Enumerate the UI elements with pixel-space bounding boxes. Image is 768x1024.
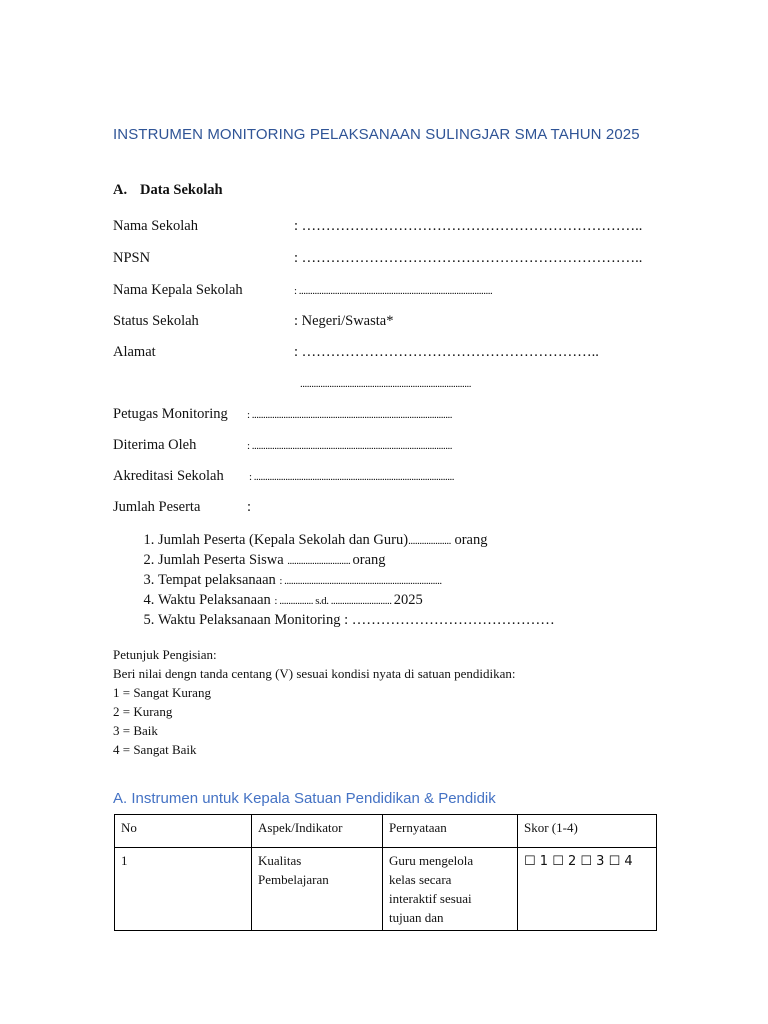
list-item: 3. Tempat pelaksanaan : ...................................................................... xyxy=(158,571,618,591)
list-item: 2. Jumlah Peserta Siswa ............................ orang xyxy=(158,551,618,571)
instrument-table xyxy=(114,814,657,931)
petunjuk-heading: Petunjuk Pengisian: xyxy=(113,647,217,662)
petunjuk-instruction: Beri nilai dengn tanda centang (V) sesuai kondisi nyata di satuan pendidikan: xyxy=(113,666,516,681)
field-label-alamat: Alamat xyxy=(113,344,156,360)
field-label-jumlah-peserta: Jumlah Peserta xyxy=(113,499,201,515)
field-value-nama-kepala: : ...................................................................................... xyxy=(294,285,493,297)
scale-item: 4 = Sangat Baik xyxy=(113,742,197,757)
cell-no: 1 xyxy=(115,848,252,931)
field-label-diterima: Diterima Oleh xyxy=(113,437,197,453)
header-pernyataan: Pernyataan xyxy=(383,815,518,848)
field-value-alamat-line2: ............................................................................ xyxy=(300,378,471,390)
cell-skor-checkboxes[interactable] xyxy=(518,848,657,931)
field-value-akreditasi: : ......................................................................................... xyxy=(249,471,455,483)
section-a-title: Data Sekolah xyxy=(140,182,223,198)
field-label-npsn: NPSN xyxy=(113,250,151,266)
scale-item: 3 = Baik xyxy=(113,723,158,738)
table-header-row xyxy=(115,815,657,848)
list-item: 4. Waktu Pelaksanaan : ............... s.d. ........................... 2025 xyxy=(158,591,618,611)
scale-item: 1 = Sangat Kurang xyxy=(113,685,211,700)
field-label-petugas: Petugas Monitoring xyxy=(113,406,228,422)
petunjuk-pengisian xyxy=(113,645,673,759)
list-item: 1. Jumlah Peserta (Kepala Sekolah dan Guru)................... orang xyxy=(158,531,618,551)
peserta-list xyxy=(113,531,618,631)
field-value-npsn: : …………………………………………………………….. xyxy=(294,250,643,266)
field-label-nama-sekolah: Nama Sekolah xyxy=(113,218,198,234)
header-aspek: Aspek/Indikator xyxy=(252,815,383,848)
field-value-alamat: : …………………………………………………….. xyxy=(294,344,599,360)
header-no: No xyxy=(115,815,252,848)
score-checkboxes[interactable]: ☐ 1 ☐ 2 ☐ 3 ☐ 4 xyxy=(524,854,633,869)
document-title: INSTRUMEN MONITORING PELAKSANAAN SULINGJAR SMA TAHUN 2025 xyxy=(113,126,640,143)
list-item: 5. Waktu Pelaksanaan Monitoring : …………………………………… xyxy=(158,611,618,631)
scale-item: 2 = Kurang xyxy=(113,704,173,719)
field-label-nama-kepala: Nama Kepala Sekolah xyxy=(113,282,243,298)
field-label-akreditasi: Akreditasi Sekolah xyxy=(113,468,224,484)
field-value-status: : Negeri/Swasta* xyxy=(294,313,394,329)
field-value-jumlah-peserta: : xyxy=(247,499,252,515)
section-a-number: A. xyxy=(113,182,128,198)
field-value-nama-sekolah: : …………………………………………………………….. xyxy=(294,218,643,234)
table-row xyxy=(115,848,657,931)
section-instrumen-heading: A. Instrumen untuk Kepala Satuan Pendidikan & Pendidik xyxy=(113,790,496,807)
field-label-status: Status Sekolah xyxy=(113,313,199,329)
section-a-heading xyxy=(113,182,223,199)
field-value-petugas: : ......................................................................................... xyxy=(247,409,453,421)
cell-aspek: Kualitas Pembelajaran xyxy=(252,848,383,931)
header-skor: Skor (1-4) xyxy=(518,815,657,848)
field-value-diterima: : ......................................................................................... xyxy=(247,440,453,452)
cell-pernyataan: Guru mengelola kelas secara interaktif sesuai tujuan dan xyxy=(383,848,518,931)
